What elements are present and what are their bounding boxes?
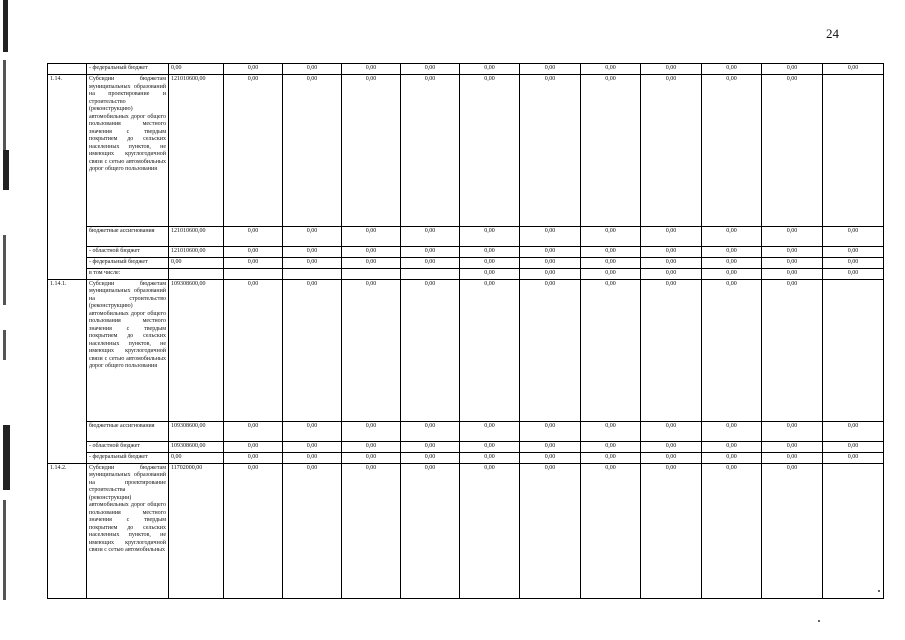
empty-cell — [823, 463, 884, 598]
scan-edge-mark — [3, 60, 6, 150]
year-amount-cell: 0,00 — [520, 421, 581, 441]
year-amount-cell: 0,00 — [762, 64, 823, 75]
table-row-sub — [48, 421, 884, 441]
table-row-main — [48, 75, 884, 227]
year-amount-cell: 0,00 — [823, 269, 884, 280]
table-row-sub — [48, 269, 884, 280]
total-amount-cell: 109308600,00 — [169, 421, 224, 441]
year-amount-cell — [401, 269, 460, 280]
year-amount-cell: 0,00 — [520, 452, 581, 463]
year-amount-cell: 0,00 — [762, 463, 823, 598]
year-amount-cell: 0,00 — [641, 64, 702, 75]
year-amount-cell — [342, 269, 401, 280]
year-amount-cell: 0,00 — [762, 269, 823, 280]
total-amount-cell — [169, 269, 224, 280]
table-row-sub — [48, 441, 884, 452]
total-amount-cell: 121010600,00 — [169, 227, 224, 247]
year-amount-cell: 0,00 — [581, 227, 641, 247]
year-amount-cell — [283, 269, 342, 280]
year-amount-cell: 0,00 — [702, 64, 762, 75]
row-label-cell: - областной бюджет — [87, 247, 169, 258]
year-amount-cell: 0,00 — [641, 75, 702, 227]
table-row-sub — [48, 258, 884, 269]
year-amount-cell: 0,00 — [641, 279, 702, 421]
budget-table — [47, 63, 884, 599]
year-amount-cell: 0,00 — [641, 247, 702, 258]
empty-cell — [823, 75, 884, 227]
year-amount-cell: 0,00 — [283, 75, 342, 227]
year-amount-cell: 0,00 — [520, 258, 581, 269]
total-amount-cell: 11702000,00 — [169, 463, 224, 598]
year-amount-cell: 0,00 — [762, 247, 823, 258]
year-amount-cell: 0,00 — [342, 452, 401, 463]
empty-cell — [823, 279, 884, 421]
year-amount-cell: 0,00 — [581, 269, 641, 280]
year-amount-cell: 0,00 — [342, 227, 401, 247]
year-amount-cell: 0,00 — [342, 421, 401, 441]
year-amount-cell: 0,00 — [823, 452, 884, 463]
year-amount-cell: 0,00 — [401, 421, 460, 441]
year-amount-cell: 0,00 — [702, 75, 762, 227]
year-amount-cell: 0,00 — [283, 441, 342, 452]
year-amount-cell: 0,00 — [762, 258, 823, 269]
year-amount-cell: 0,00 — [520, 75, 581, 227]
table-row-main — [48, 463, 884, 598]
row-label-cell: бюджетные ассигнования — [87, 421, 169, 441]
year-amount-cell: 0,00 — [520, 463, 581, 598]
row-label-cell: Субсидии бюджетам муниципальных образований на проектирование строительства (реконструкции) автомобильных дорог общего пользования местного значения с твердым покрытием до сельских населенных пунктов, не имеющих круглогодичной связи с сетью автомобильных — [87, 463, 169, 598]
year-amount-cell — [224, 269, 283, 280]
year-amount-cell: 0,00 — [460, 64, 520, 75]
year-amount-cell: 0,00 — [641, 463, 702, 598]
year-amount-cell: 0,00 — [460, 452, 520, 463]
year-amount-cell: 0,00 — [224, 421, 283, 441]
year-amount-cell: 0,00 — [641, 421, 702, 441]
year-amount-cell: 0,00 — [401, 258, 460, 269]
table-row-main — [48, 279, 884, 421]
row-label-cell: Субсидии бюджетам муниципальных образований на проектирование и строительство (реконструкцию) автомобильных дорог общего пользования местного значения с твердым покрытием до сельских населенных пунктов, не имеющих круглогодичной связи с сетью автомобильных дорог общего пользования — [87, 75, 169, 227]
year-amount-cell: 0,00 — [823, 421, 884, 441]
year-amount-cell: 0,00 — [342, 258, 401, 269]
table-row-sub — [48, 64, 884, 75]
year-amount-cell: 0,00 — [401, 227, 460, 247]
year-amount-cell: 0,00 — [401, 247, 460, 258]
budget-table-body — [48, 64, 884, 599]
scan-edge-mark — [3, 330, 6, 360]
year-amount-cell: 0,00 — [520, 269, 581, 280]
year-amount-cell: 0,00 — [460, 269, 520, 280]
year-amount-cell: 0,00 — [762, 75, 823, 227]
year-amount-cell: 0,00 — [702, 279, 762, 421]
total-amount-cell: 121010600,00 — [169, 247, 224, 258]
total-amount-cell: 0,00 — [169, 64, 224, 75]
total-amount-cell: 109308600,00 — [169, 279, 224, 421]
row-label-cell: - областной бюджет — [87, 441, 169, 452]
year-amount-cell: 0,00 — [581, 64, 641, 75]
year-amount-cell: 0,00 — [762, 279, 823, 421]
year-amount-cell: 0,00 — [224, 247, 283, 258]
year-amount-cell: 0,00 — [702, 258, 762, 269]
year-amount-cell: 0,00 — [520, 279, 581, 421]
year-amount-cell: 0,00 — [823, 247, 884, 258]
year-amount-cell: 0,00 — [401, 64, 460, 75]
year-amount-cell: 0,00 — [460, 227, 520, 247]
year-amount-cell: 0,00 — [702, 247, 762, 258]
total-amount-cell: 0,00 — [169, 258, 224, 269]
year-amount-cell: 0,00 — [224, 227, 283, 247]
year-amount-cell: 0,00 — [224, 75, 283, 227]
scan-edge-mark — [3, 500, 6, 600]
year-amount-cell: 0,00 — [641, 452, 702, 463]
total-amount-cell: 109308600,00 — [169, 441, 224, 452]
year-amount-cell: 0,00 — [224, 64, 283, 75]
year-amount-cell: 0,00 — [460, 258, 520, 269]
scan-edge-mark — [3, 150, 9, 190]
year-amount-cell: 0,00 — [283, 421, 342, 441]
year-amount-cell: 0,00 — [460, 463, 520, 598]
year-amount-cell: 0,00 — [702, 441, 762, 452]
row-label-cell: - федеральный бюджет — [87, 258, 169, 269]
year-amount-cell: 0,00 — [702, 269, 762, 280]
year-amount-cell: 0,00 — [342, 64, 401, 75]
year-amount-cell: 0,00 — [762, 421, 823, 441]
scan-edge-mark — [3, 235, 6, 305]
year-amount-cell: 0,00 — [283, 227, 342, 247]
year-amount-cell: 0,00 — [581, 75, 641, 227]
total-amount-cell: 0,00 — [169, 452, 224, 463]
year-amount-cell: 0,00 — [520, 441, 581, 452]
year-amount-cell: 0,00 — [823, 258, 884, 269]
year-amount-cell: 0,00 — [460, 75, 520, 227]
year-amount-cell: 0,00 — [581, 258, 641, 269]
year-amount-cell: 0,00 — [823, 441, 884, 452]
row-label-cell: - федеральный бюджет — [87, 452, 169, 463]
year-amount-cell: 0,00 — [581, 463, 641, 598]
year-amount-cell: 0,00 — [581, 247, 641, 258]
year-amount-cell: 0,00 — [401, 441, 460, 452]
table-row-sub — [48, 247, 884, 258]
year-amount-cell: 0,00 — [224, 452, 283, 463]
year-amount-cell: 0,00 — [224, 258, 283, 269]
scan-edge-mark — [3, 425, 10, 490]
scan-speck — [818, 620, 820, 622]
year-amount-cell: 0,00 — [224, 279, 283, 421]
item-code-cell: 1.14.1. — [48, 279, 87, 463]
table-row-sub — [48, 227, 884, 247]
year-amount-cell: 0,00 — [283, 279, 342, 421]
year-amount-cell: 0,00 — [342, 247, 401, 258]
item-code-cell: 1.14.2. — [48, 463, 87, 598]
year-amount-cell: 0,00 — [702, 421, 762, 441]
year-amount-cell: 0,00 — [581, 421, 641, 441]
year-amount-cell: 0,00 — [520, 64, 581, 75]
item-code-cell — [48, 64, 87, 75]
year-amount-cell: 0,00 — [460, 279, 520, 421]
year-amount-cell: 0,00 — [401, 452, 460, 463]
scan-edge-mark — [3, 0, 8, 52]
year-amount-cell: 0,00 — [823, 64, 884, 75]
page-number: 24 — [826, 26, 839, 41]
year-amount-cell: 0,00 — [762, 227, 823, 247]
year-amount-cell: 0,00 — [641, 441, 702, 452]
year-amount-cell: 0,00 — [401, 75, 460, 227]
year-amount-cell: 0,00 — [283, 258, 342, 269]
year-amount-cell: 0,00 — [283, 452, 342, 463]
year-amount-cell: 0,00 — [401, 279, 460, 421]
year-amount-cell: 0,00 — [581, 452, 641, 463]
year-amount-cell: 0,00 — [581, 441, 641, 452]
item-code-cell: 1.14. — [48, 75, 87, 280]
row-label-cell: бюджетные ассигнования — [87, 227, 169, 247]
year-amount-cell: 0,00 — [702, 227, 762, 247]
year-amount-cell: 0,00 — [460, 441, 520, 452]
year-amount-cell: 0,00 — [342, 279, 401, 421]
year-amount-cell: 0,00 — [702, 463, 762, 598]
year-amount-cell: 0,00 — [581, 279, 641, 421]
year-amount-cell: 0,00 — [641, 269, 702, 280]
year-amount-cell: 0,00 — [283, 64, 342, 75]
year-amount-cell: 0,00 — [641, 258, 702, 269]
year-amount-cell: 0,00 — [762, 441, 823, 452]
total-amount-cell: 121010600,00 — [169, 75, 224, 227]
year-amount-cell: 0,00 — [224, 463, 283, 598]
year-amount-cell: 0,00 — [342, 441, 401, 452]
year-amount-cell: 0,00 — [342, 75, 401, 227]
row-label-cell: в том числе: — [87, 269, 169, 280]
year-amount-cell: 0,00 — [520, 247, 581, 258]
year-amount-cell: 0,00 — [283, 463, 342, 598]
year-amount-cell: 0,00 — [224, 441, 283, 452]
year-amount-cell: 0,00 — [283, 247, 342, 258]
year-amount-cell: 0,00 — [401, 463, 460, 598]
year-amount-cell: 0,00 — [342, 463, 401, 598]
row-label-cell: Субсидии бюджетам муниципальных образований на строительство (реконструкцию) автомобильных дорог общего пользования местного значения с твердым покрытием до сельских населенных пунктов, не имеющих круглогодичной связи с сетью автомобильных дорог общего пользования — [87, 279, 169, 421]
year-amount-cell: 0,00 — [520, 227, 581, 247]
year-amount-cell: 0,00 — [762, 452, 823, 463]
row-label-cell: - федеральный бюджет — [87, 64, 169, 75]
year-amount-cell: 0,00 — [460, 421, 520, 441]
year-amount-cell: 0,00 — [641, 227, 702, 247]
table-row-sub — [48, 452, 884, 463]
year-amount-cell: 0,00 — [460, 247, 520, 258]
year-amount-cell: 0,00 — [702, 452, 762, 463]
year-amount-cell: 0,00 — [823, 227, 884, 247]
